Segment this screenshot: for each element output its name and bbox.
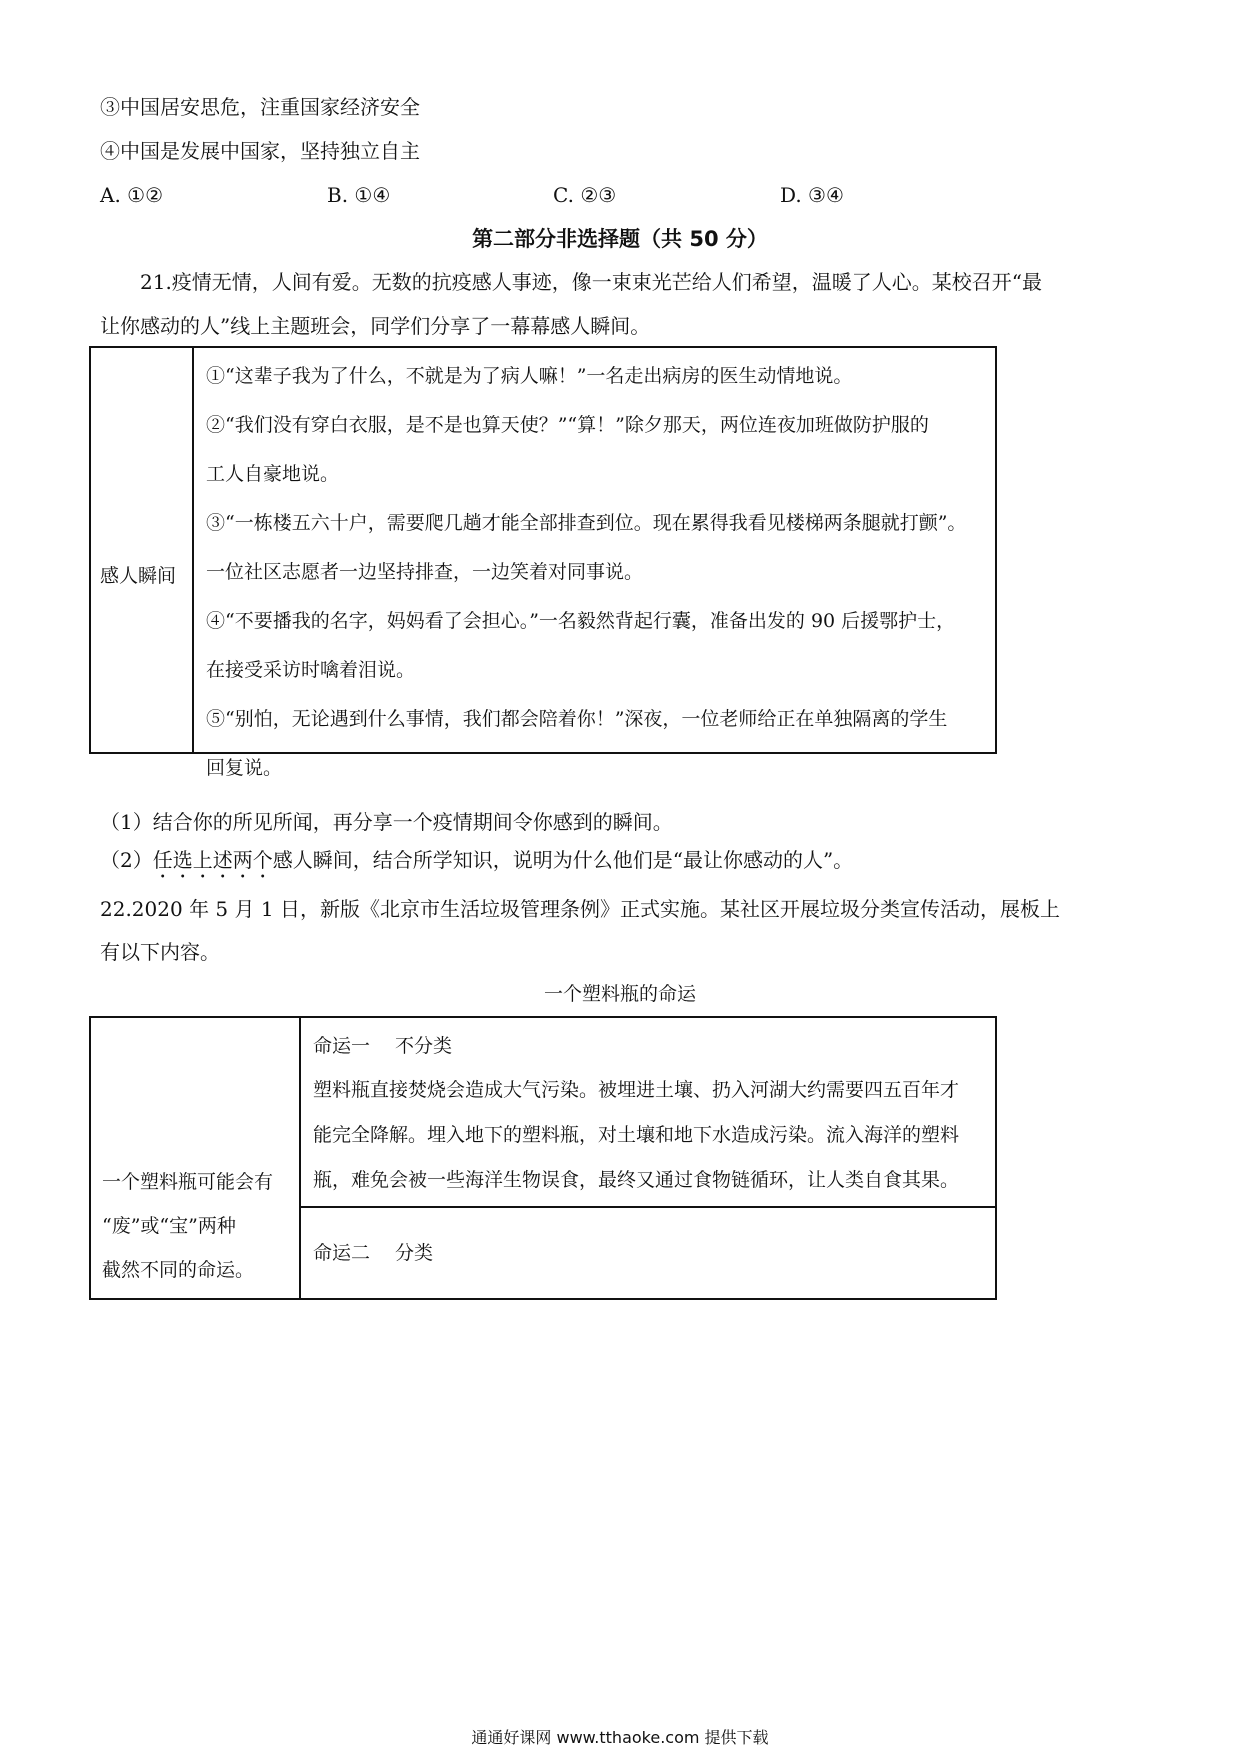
q22-fate1-body xyxy=(313,1068,993,1203)
moment-line: 一位社区志愿者一边坚持排查，一边笑着对同事说。 xyxy=(206,561,644,583)
q22-table-divider xyxy=(299,1016,301,1300)
choice-value: ①④ xyxy=(354,183,391,207)
q20-choice-b xyxy=(327,181,390,209)
q22-table-row-divider xyxy=(299,1206,997,1208)
choice-value: ③④ xyxy=(808,183,844,207)
moment-line: ①“这辈子我为了什么，不就是为了病人嘛！”一名走出病房的医生动情地说。 xyxy=(206,365,853,387)
fate1-line: 瓶，难免会被一些海洋生物误食，最终又通过食物链循环，让人类自食其果。 xyxy=(313,1169,960,1191)
moment-line: 在接受采访时噙着泪说。 xyxy=(206,659,416,681)
q22-left-cell xyxy=(102,1160,273,1292)
q21-sub-1: （1）结合你的所见所闻，再分享一个疫情期间令你感到的瞬间。 xyxy=(100,810,673,834)
moment-line: 回复说。 xyxy=(206,757,283,779)
left-cell-line: 截然不同的命运。 xyxy=(102,1259,255,1281)
part2-heading: 第二部分非选择题（共 50 分） xyxy=(472,227,768,251)
left-cell-line: “废”或“宝”两种 xyxy=(102,1215,236,1237)
q22-fate1-title: 命运一 不分类 xyxy=(313,1035,453,1057)
moment-line: ②“我们没有穿白衣服，是不是也算天使？”“算！”除夕那天，两位连夜加班做防护服的 xyxy=(206,414,929,436)
q22-intro-line-2: 有以下内容。 xyxy=(100,940,220,964)
moment-line: 工人自豪地说。 xyxy=(206,463,340,485)
left-cell-line: 一个塑料瓶可能会有 xyxy=(102,1171,274,1193)
page-footer: 通通好课网 www.tthaoke.com 提供下载 xyxy=(471,1728,769,1747)
q21-sub-2 xyxy=(100,846,853,883)
q20-choice-a xyxy=(100,181,163,209)
choice-letter: C. xyxy=(553,183,574,207)
choice-value: ②③ xyxy=(580,183,617,207)
q22-intro-line-1: 22.2020 年 5 月 1 日，新版《北京市生活垃圾管理条例》正式实施。某社区开展垃圾分类宣传活动，展板上 xyxy=(100,897,1060,921)
choice-letter: D. xyxy=(780,183,802,207)
sub2-prefix: （2） xyxy=(100,848,153,872)
fate1-line: 塑料瓶直接焚烧会造成大气污染。被埋进土壤、扔入河湖大约需要四五百年才 xyxy=(313,1079,960,1101)
choice-letter: A. xyxy=(100,183,121,207)
q22-fate2-title: 命运二 分类 xyxy=(313,1242,434,1264)
q21-table-label: 感人瞬间 xyxy=(100,565,177,587)
moment-line: ④“不要播我的名字，妈妈看了会担心。”一名毅然背起行囊，准备出发的 90 后援鄂护士， xyxy=(206,610,956,632)
q21-intro-line-1: 21.疫情无情，人间有爱。无数的抗疫感人事迹，像一束束光芒给人们希望，温暖了人心。某校召开“最 xyxy=(140,270,1043,294)
choice-value: ①② xyxy=(127,183,164,207)
q20-option-3: ③中国居安思危，注重国家经济安全 xyxy=(100,95,420,119)
q20-option-4: ④中国是发展中国家，坚持独立自主 xyxy=(100,139,420,163)
q20-choice-c xyxy=(553,181,616,209)
fate1-line: 能完全降解。埋入地下的塑料瓶，对土壤和地下水造成污染。流入海洋的塑料 xyxy=(313,1124,960,1146)
q21-moments xyxy=(206,352,991,793)
moment-line: ⑤“别怕，无论遇到什么事情，我们都会陪着你！”深夜，一位老师给正在单独隔离的学生 xyxy=(206,708,948,730)
sub2-suffix: 感人瞬间，结合所学知识，说明为什么他们是“最让你感动的人”。 xyxy=(272,848,854,872)
moment-line: ③“一栋楼五六十户，需要爬几趟才能全部排查到位。现在累得我看见楼梯两条腿就打颤”。 xyxy=(206,512,967,534)
sub2-emphasis: 任选上述两个 xyxy=(152,848,273,872)
q21-intro-line-2: 让你感动的人”线上主题班会，同学们分享了一幕幕感人瞬间。 xyxy=(100,314,651,338)
choice-letter: B. xyxy=(327,183,349,207)
q21-table-divider xyxy=(192,346,194,754)
q20-choice-d xyxy=(780,181,844,209)
q22-caption: 一个塑料瓶的命运 xyxy=(543,983,696,1005)
